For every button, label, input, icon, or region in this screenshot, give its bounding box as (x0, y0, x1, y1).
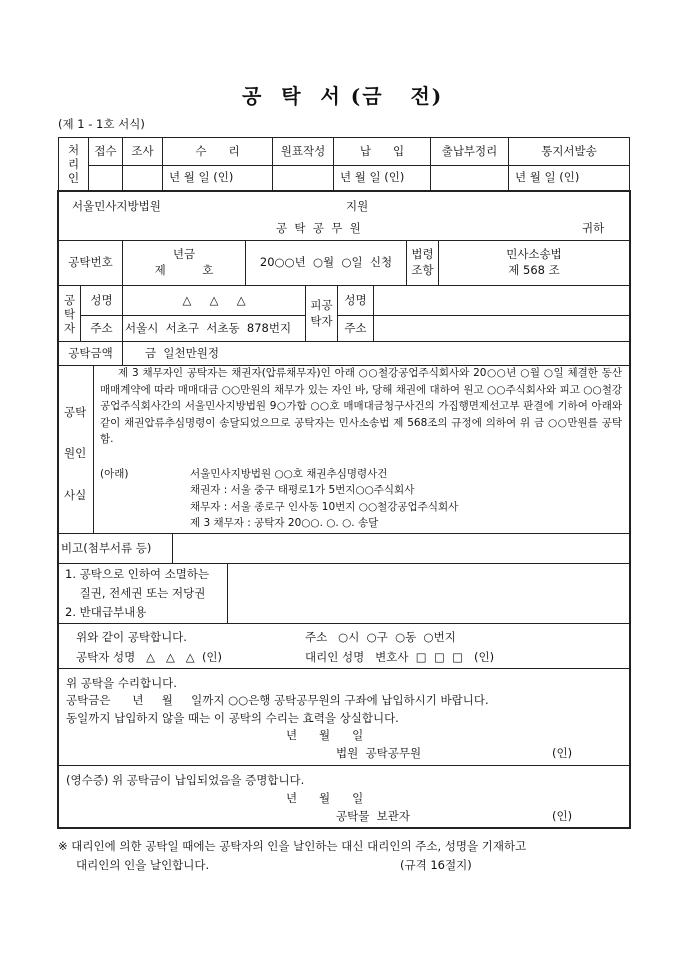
acceptance-seal: (인) (552, 746, 573, 760)
col-receipt: 접수 (88, 137, 123, 166)
col-ledger: 원표작성 (272, 137, 334, 166)
law-label: 법령 조항 (406, 240, 439, 286)
depositee-name-label: 성명 (337, 285, 374, 316)
cell-payment-date: 년 월 일 (인) (333, 165, 431, 191)
form-title: 공 탁 서 (금 전) (242, 84, 444, 108)
cell-notice-date: 년 월 일 (인) (508, 165, 630, 191)
depositor-name[interactable]: △ △ △ (122, 285, 306, 316)
receipt-date: 년 월 일 (286, 791, 364, 805)
below-item: 채권자 : 서울 중구 태평로1가 5번지○○주식회사 (190, 484, 415, 496)
extinguish-value[interactable] (227, 563, 630, 624)
form-number: (제 1 - 1호 서식) (58, 117, 145, 131)
receipt-seal: (인) (552, 809, 573, 823)
receipt-signer: 공탁물 보관자 (336, 809, 410, 823)
amount-value[interactable]: 금 일천만원정 (122, 341, 630, 366)
below-label: (아래) (100, 468, 129, 480)
footnote-line1: ※ 대리인에 의한 공탁일 때에는 공탁자의 인을 날인하는 대신 대리인의 주소, 성명을 기재하고 (58, 839, 527, 853)
court-officer: 공 탁 공 무 원 (276, 221, 361, 235)
cause-label-2: 원인 (64, 446, 87, 460)
agent-address: 주소 ○시 ○구 ○동 ○번지 (305, 630, 456, 644)
col-cashbook: 출납부정리 (430, 137, 509, 166)
cell-receipt (88, 165, 123, 191)
cause-label-1: 공탁 (64, 405, 87, 419)
below-item: 제 3 채무자 : 공탁자 20○○. ○. ○. 송달 (190, 517, 379, 529)
depositee-name[interactable] (373, 285, 630, 316)
below-item: 채무자 : 서울 종로구 인사동 10번지 ○○철강공업주식회사 (190, 501, 459, 513)
law-value: 민사소송법 제 568 조 (438, 240, 630, 286)
acceptance-date: 년 월 일 (286, 728, 364, 742)
cell-accept-date: 년 월 일 (인) (162, 165, 273, 191)
receipt-line1: (영수증) 위 공탁금이 납입되었음을 증명합니다. (66, 773, 305, 787)
declaration-text: 위와 같이 공탁합니다. (76, 630, 187, 644)
depositee-address[interactable] (373, 315, 630, 342)
cell-ledger (272, 165, 334, 191)
depositor-label: 공 탁 자 (58, 285, 81, 342)
acceptance-line2: 공탁금은 년 월 일까지 ○○은행 공탁공무원의 구좌에 납입하시기 바랍니다. (66, 693, 489, 707)
agent-signature: 대리인 성명 변호사 □ □ □ (인) (305, 650, 495, 664)
cause-label-3: 사실 (64, 488, 87, 502)
below-item: 서울민사지방법원 ○○호 채권추심명령사건 (190, 468, 388, 480)
amount-label: 공탁금액 (58, 341, 123, 366)
acceptance-line1: 위 공탁을 수리합니다. (66, 676, 177, 690)
acceptance-line3: 동일까지 납입하지 않을 때는 이 공탁의 수리는 효력을 상실합니다. (66, 711, 399, 725)
paper-spec: (규격 16절지) (400, 858, 472, 872)
col-notice: 통지서발송 (508, 137, 630, 166)
depositor-name-label: 성명 (80, 285, 123, 316)
depositee-addr-label: 주소 (337, 315, 374, 342)
col-review: 조사 (122, 137, 163, 166)
depositee-label: 피공 탁자 (305, 285, 338, 342)
extinguish-label: 1. 공탁으로 인하여 소멸하는 질권, 전세권 또는 저당권 2. 반대급부내용 (58, 563, 228, 624)
cause-text: 제 3 채무자인 공탁자는 채권자(압류채무자)인 아래 ○○철강공업주식회사와 20○○년 ○월 ○일 체결한 동산매매계약에 따라 매매대금 ○○만원의 채무가 있는 자인 바, 당해 채권에 대하여 원고 ○○주식회사와 피고 ○○철강공업주식회사간의 서울민사지방법원 9○가합 ○○호 매매대금청구사건의 가집행면제선고부 판결에 기하여 아래와 같이 채권압류추심명령이 송달되었으므로 공탁자는 민사소송법 제 568조의 규정에 의하여 위 금 ○○만원를 공탁함. (100, 367, 622, 445)
court-name: 서울민사지방법원 (72, 199, 161, 213)
acceptance-signer: 법원 공탁공무원 (336, 746, 422, 760)
depositor-addr-label: 주소 (80, 315, 123, 342)
deposit-no-value: 년금 제 호 (122, 240, 246, 286)
remarks-value[interactable] (172, 533, 630, 564)
remarks-label: 비고(첨부서류 등) (58, 533, 173, 564)
depositor-signature: 공탁자 성명 △ △ △ (인) (76, 650, 223, 664)
court-branch: 지원 (346, 199, 369, 213)
col-payment: 납 입 (333, 137, 431, 166)
cell-review (122, 165, 163, 191)
deposit-no-label: 공탁번호 (58, 240, 123, 286)
col-accept: 수 리 (162, 137, 273, 166)
footnote-line2: 대리인의 인을 날인합니다. (76, 858, 210, 872)
application-date: 20○○년 ○월 ○일 신청 (245, 240, 407, 286)
processor-label: 처 리 인 (58, 137, 89, 191)
depositor-address[interactable]: 서울시 서초구 서초동 878번지 (122, 315, 306, 342)
court-honorific: 귀하 (582, 221, 605, 235)
cell-cashbook (430, 165, 509, 191)
